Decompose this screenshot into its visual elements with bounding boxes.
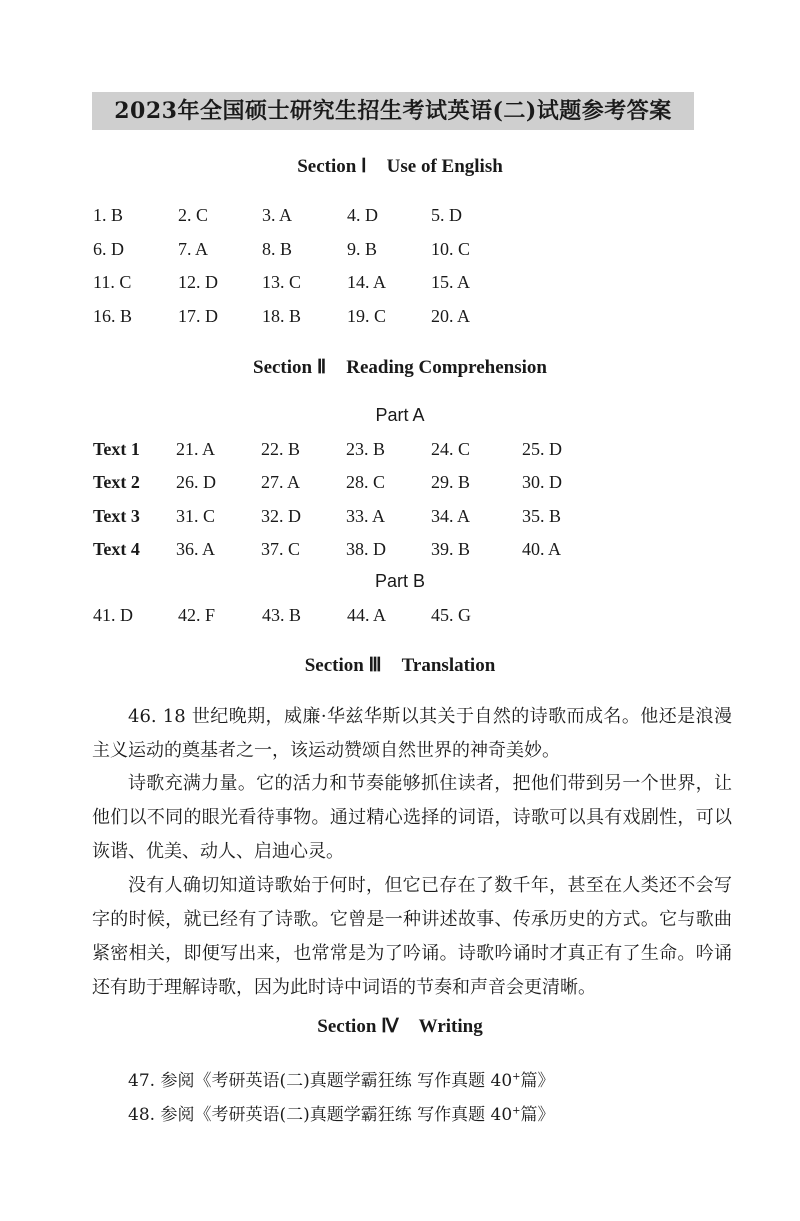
part-a-heading: Part A [375, 405, 425, 425]
answer-item: 38. D [346, 539, 386, 559]
writing-reference-sup: + [512, 1105, 521, 1117]
answer-item: 15. A [431, 272, 471, 292]
answer-item: 27. A [261, 472, 301, 492]
answer-item: 39. B [431, 539, 471, 559]
section-1-number: Section Ⅰ [297, 156, 367, 177]
writing-reference-suffix: 篇》 [520, 1071, 555, 1091]
writing-reference-text: 48. 参阅《考研英语(二)真题学霸狂练 写作真题 40 [128, 1105, 513, 1125]
answer-item: 9. B [347, 239, 378, 259]
translation-paragraph: 没有人确切知道诗歌始于何时，但它已存在了数千年，甚至在人类还不会写字的时候，就已经有了诗歌。它曾是一种讲述故事、传承历史的方式。它与歌曲紧密相关，即便写出来，也常常是为了吟诵。诗歌吟诵时才真正有了生命。吟诵还有助于理解诗歌，因为此时诗中词语的节奏和声音会更清晰。 [92, 875, 732, 998]
answer-item: 21. A [176, 439, 216, 459]
text-label: Text 4 [93, 539, 140, 559]
section-1-heading [0, 155, 800, 178]
answer-item: 35. B [522, 506, 562, 526]
answer-item: 37. C [261, 539, 301, 559]
part-b-heading: Part B [374, 571, 426, 591]
text-label: Text 3 [93, 506, 140, 526]
answer-item: 32. D [261, 506, 301, 526]
answer-item: 29. B [431, 472, 471, 492]
section-3-heading [0, 654, 800, 677]
translation-paragraph: 诗歌充满力量。它的活力和节奏能够抓住读者，把他们带到另一个世界，让他们以不同的眼光看待事物。通过精心选择的词语，诗歌可以具有戏剧性，可以诙谐、优美、动人、启迪心灵。 [92, 773, 732, 862]
answer-item: 42. F [178, 605, 216, 625]
answer-item: 20. A [431, 306, 471, 326]
writing-reference [128, 1100, 555, 1125]
answer-item: 4. D [347, 205, 378, 225]
answer-item: 45. G [431, 605, 471, 625]
answer-item: 12. D [178, 272, 218, 292]
answer-item: 17. D [178, 306, 218, 326]
writing-reference-suffix: 篇》 [520, 1105, 555, 1125]
answer-item: 33. A [346, 506, 386, 526]
answer-item: 24. C [431, 439, 471, 459]
answer-item: 34. A [431, 506, 471, 526]
answer-item: 16. B [93, 306, 133, 326]
answer-item: 2. C [178, 205, 209, 225]
section-2-number: Section Ⅱ [253, 357, 327, 378]
translation-paragraph: 46. 18 世纪晚期，威廉·华兹华斯以其关于自然的诗歌而成名。他还是浪漫主义运动的奠基者之一，该运动赞颂自然世界的神奇美妙。 [92, 706, 732, 761]
text-label: Text 2 [93, 472, 140, 492]
answer-item: 14. A [347, 272, 387, 292]
answer-item: 44. A [347, 605, 387, 625]
section-3-number: Section Ⅲ [304, 655, 382, 676]
answer-item: 30. D [522, 472, 562, 492]
section-1-name: Use of English [386, 156, 503, 177]
answer-item: 6. D [93, 239, 124, 259]
section-4-heading [0, 1015, 800, 1038]
answer-item: 41. D [93, 605, 133, 625]
answer-item: 25. D [522, 439, 562, 459]
answer-item: 43. B [262, 605, 302, 625]
answer-item: 23. B [346, 439, 386, 459]
section-3-name: Translation [401, 655, 496, 676]
section-2-name: Reading Comprehension [346, 357, 547, 378]
answer-item: 1. B [93, 205, 124, 225]
answer-item: 19. C [347, 306, 387, 326]
writing-reference [128, 1066, 555, 1091]
answer-item: 22. B [261, 439, 301, 459]
answer-item: 10. C [431, 239, 471, 259]
answer-item: 5. D [431, 205, 462, 225]
answer-item: 3. A [262, 205, 293, 225]
answer-item: 7. A [178, 239, 209, 259]
writing-reference-sup: + [512, 1071, 521, 1083]
text-label: Text 1 [93, 439, 140, 459]
page-title: 2023年全国硕士研究生招生考试英语(二)试题参考答案 [92, 92, 694, 130]
answer-item: 28. C [346, 472, 386, 492]
answer-item: 18. B [262, 306, 302, 326]
section-4-number: Section Ⅳ [317, 1016, 399, 1037]
writing-reference-text: 47. 参阅《考研英语(二)真题学霸狂练 写作真题 40 [128, 1071, 513, 1091]
answer-item: 31. C [176, 506, 216, 526]
answer-item: 11. C [93, 272, 132, 292]
answer-item: 8. B [262, 239, 293, 259]
answer-item: 26. D [176, 472, 216, 492]
answer-item: 13. C [262, 272, 302, 292]
section-2-heading [0, 356, 800, 379]
answer-item: 36. A [176, 539, 216, 559]
answer-item: 40. A [522, 539, 562, 559]
section-4-name: Writing [418, 1016, 483, 1037]
